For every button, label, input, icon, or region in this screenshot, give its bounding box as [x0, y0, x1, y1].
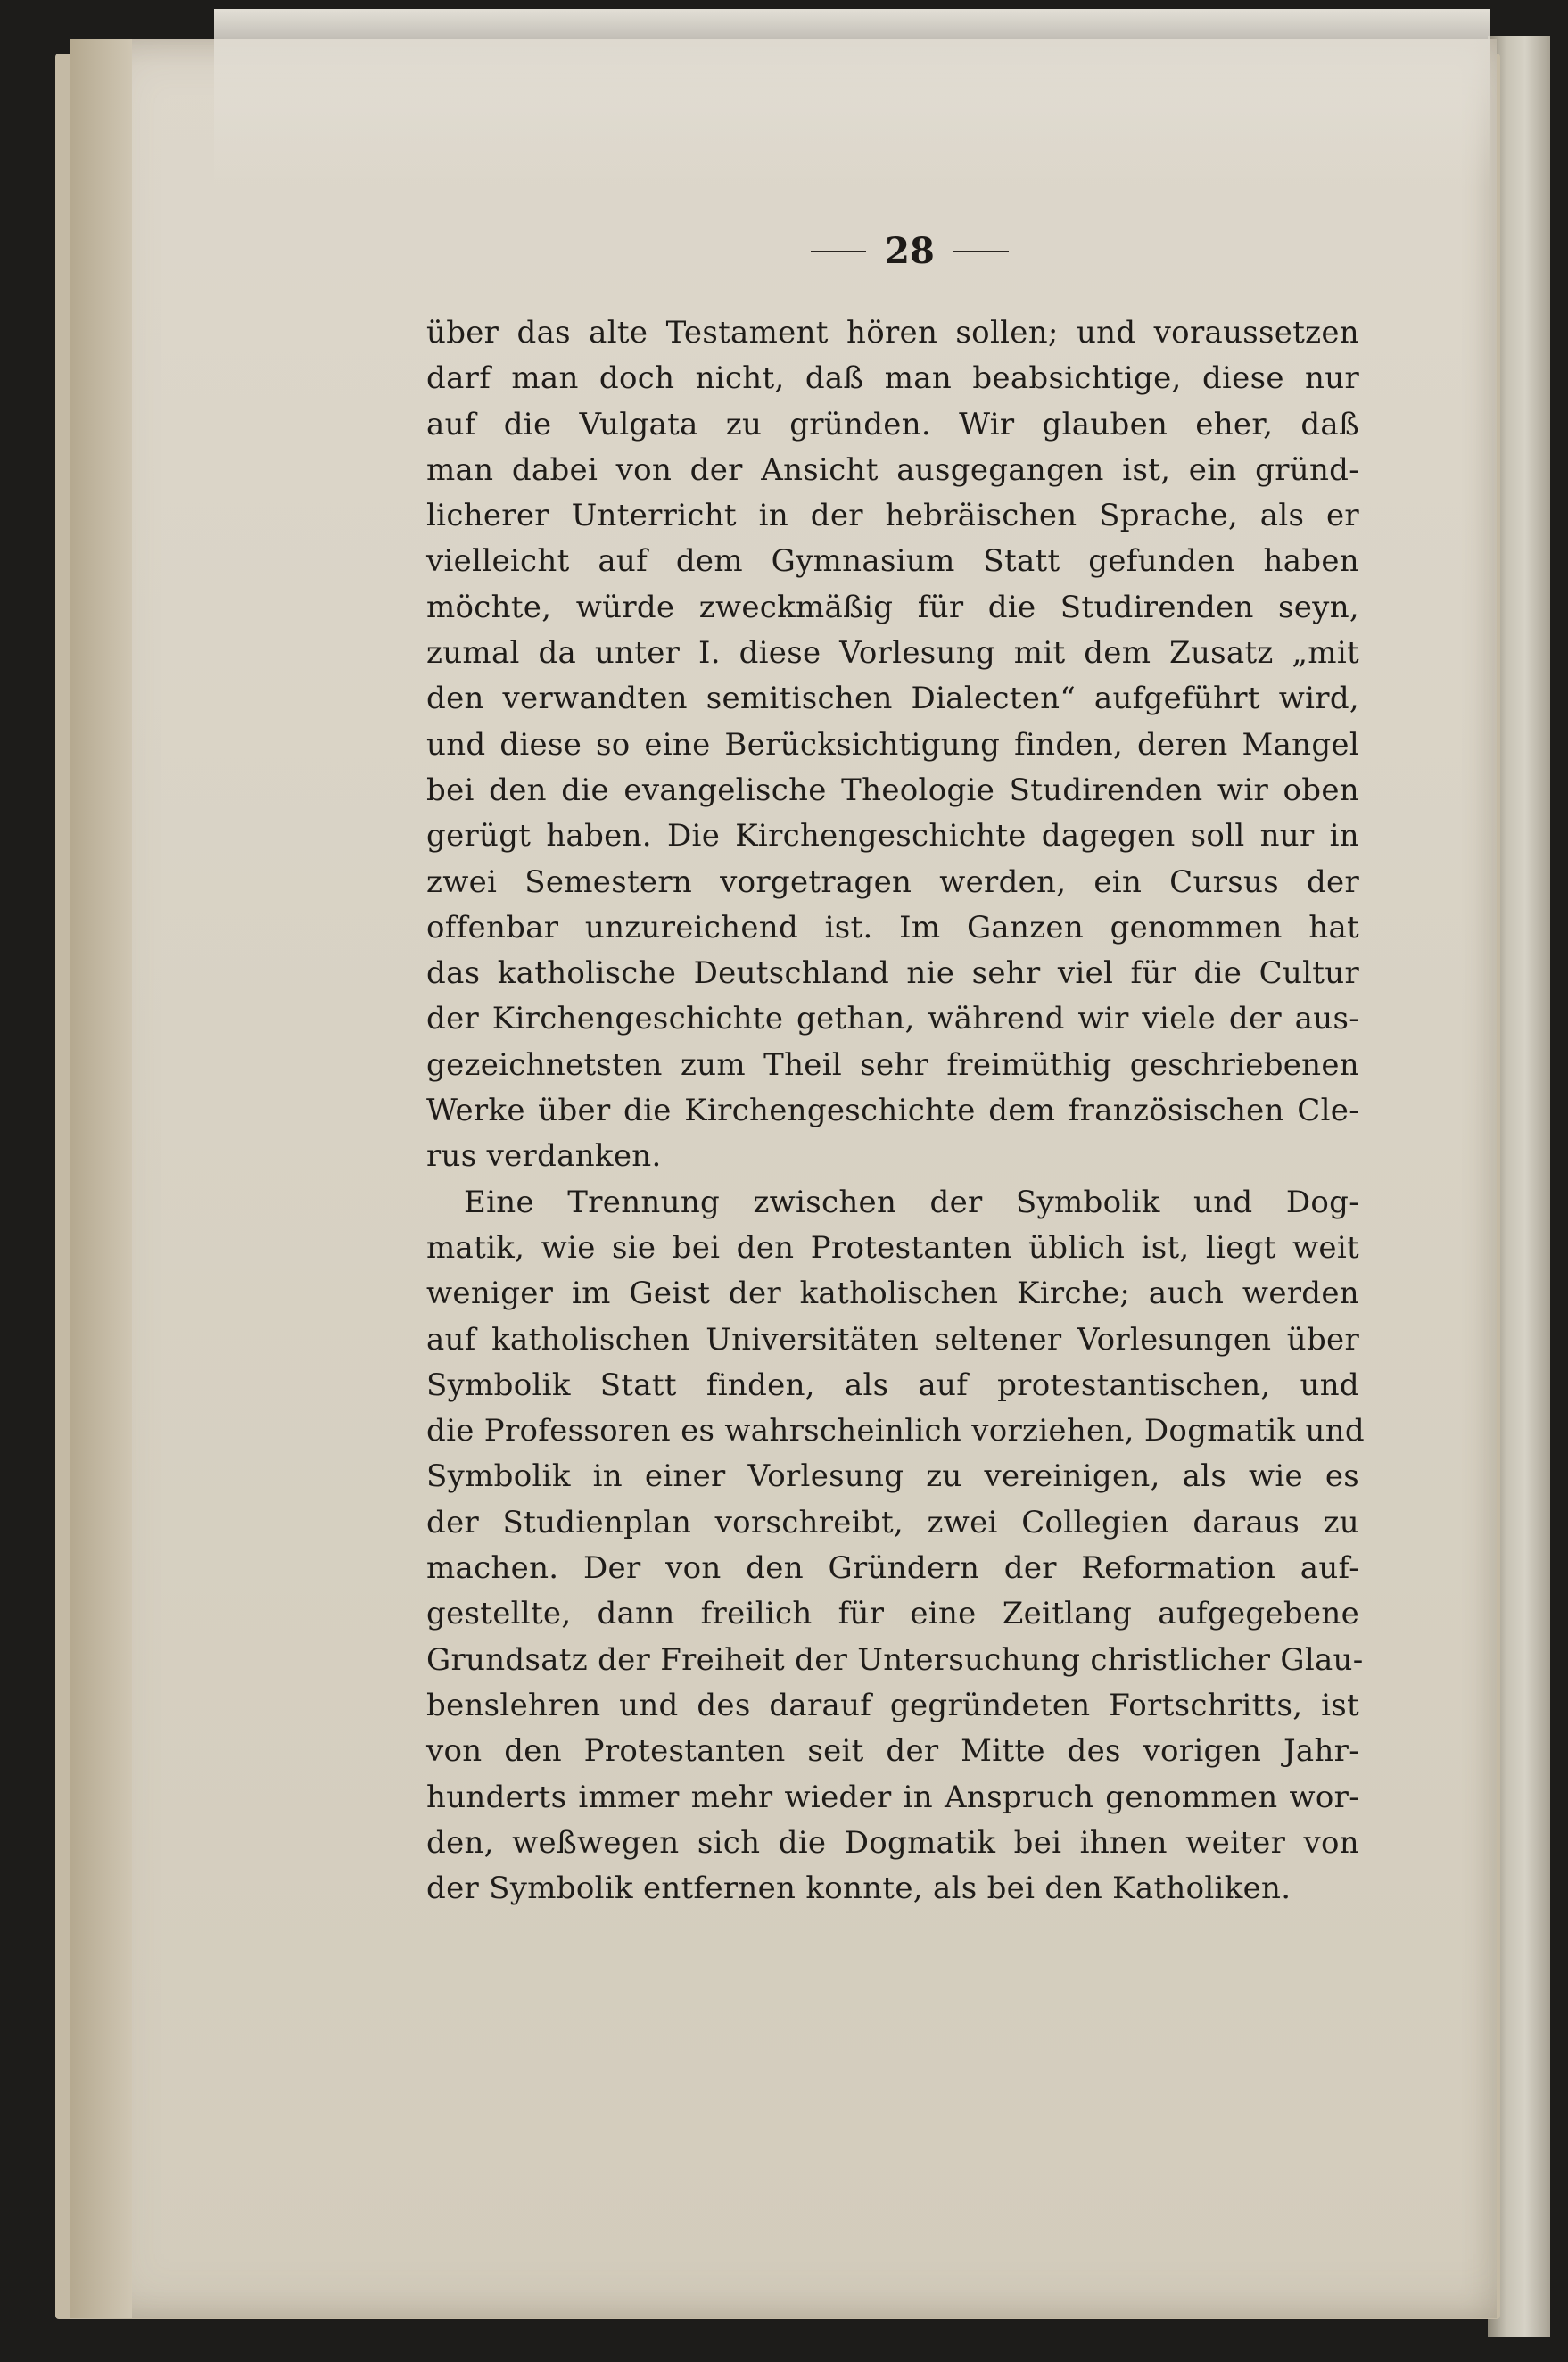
text-line: rus verdanken.	[426, 1138, 662, 1175]
text-line: zwei Semestern vorgetragen werden, ein Cursus der	[426, 863, 1359, 900]
text-line: machen. Der von den Gründern der Reformation auf-	[426, 1550, 1359, 1587]
text-line: der Symbolik entfernen konnte, als bei den Katholiken.	[426, 1871, 1292, 1907]
text-line: Grundsatz der Freiheit der Untersuchung christlicher Glau-	[426, 1641, 1364, 1678]
text-line: Eine Trennung zwischen der Symbolik und Dog-	[464, 1184, 1359, 1220]
text-line: der Studienplan vorschreibt, zwei Collegien daraus zu	[426, 1504, 1359, 1540]
text-line: matik, wie sie bei den Protestanten üblich ist, liegt weit	[426, 1229, 1359, 1266]
page-highlight	[214, 9, 1490, 187]
text-line: gestellte, dann freilich für eine Zeitlang aufgegebene	[426, 1596, 1359, 1632]
header-dash-left	[811, 251, 866, 252]
text-line: weniger im Geist der katholischen Kirche; auch werden	[426, 1276, 1359, 1312]
text-line: bei den die evangelische Theologie Studirenden wir oben	[426, 772, 1359, 808]
text-line: Symbolik in einer Vorlesung zu vereinigen, als wie es	[426, 1458, 1359, 1495]
text-line: benslehren und des darauf gegründeten Fortschritts, ist	[426, 1687, 1359, 1723]
text-line: die Professoren es wahrscheinlich vorziehen, Dogmatik und	[426, 1413, 1365, 1449]
text-line: und diese so eine Berücksichtigung finden, deren Mangel	[426, 726, 1359, 763]
text-line: Symbolik Statt finden, als auf protestantischen, und	[426, 1367, 1359, 1403]
text-line: über das alte Testament hören sollen; und voraussetzen	[426, 315, 1359, 351]
page-header	[785, 230, 1035, 284]
text-line: von den Protestanten seit der Mitte des vorigen Jahr-	[426, 1733, 1359, 1770]
text-line: darf man doch nicht, daß man beabsichtige, diese nur	[426, 360, 1359, 397]
text-line: gerügt haben. Die Kirchengeschichte dagegen soll nur in	[426, 818, 1359, 855]
text-line: der Kirchengeschichte gethan, während wir viele der aus-	[426, 1001, 1359, 1037]
text-line: den, weßwegen sich die Dogmatik bei ihnen weiter von	[426, 1824, 1359, 1861]
body-text	[426, 310, 1365, 1912]
text-line: auf die Vulgata zu gründen. Wir glauben eher, daß	[426, 406, 1359, 442]
text-line: das katholische Deutschland nie sehr viel für die Cultur	[426, 955, 1359, 992]
text-line: vielleicht auf dem Gymnasium Statt gefunden haben	[426, 543, 1359, 580]
text-line: gezeichnetsten zum Theil sehr freimüthig geschriebenen	[426, 1046, 1359, 1083]
header-dash-right	[953, 251, 1009, 252]
text-line: offenbar unzureichend ist. Im Ganzen genommen hat	[426, 909, 1359, 946]
text-line: den verwandten semitischen Dialecten“ aufgeführt wird,	[426, 681, 1359, 717]
text-line: licherer Unterricht in der hebräischen Sprache, als er	[426, 498, 1359, 534]
text-line: man dabei von der Ansicht ausgegangen ist, ein gründ-	[426, 451, 1359, 488]
page-number: 28	[885, 230, 935, 272]
page-gutter	[70, 39, 132, 2318]
text-line: Werke über die Kirchengeschichte dem französischen Cle-	[426, 1093, 1359, 1129]
text-line: zumal da unter I. diese Vorlesung mit dem Zusatz „mit	[426, 635, 1359, 672]
text-line: hunderts immer mehr wieder in Anspruch genommen wor-	[426, 1779, 1359, 1815]
text-line: auf katholischen Universitäten seltener Vorlesungen über	[426, 1321, 1359, 1358]
text-line: möchte, würde zweckmäßig für die Studirenden seyn,	[426, 589, 1359, 625]
